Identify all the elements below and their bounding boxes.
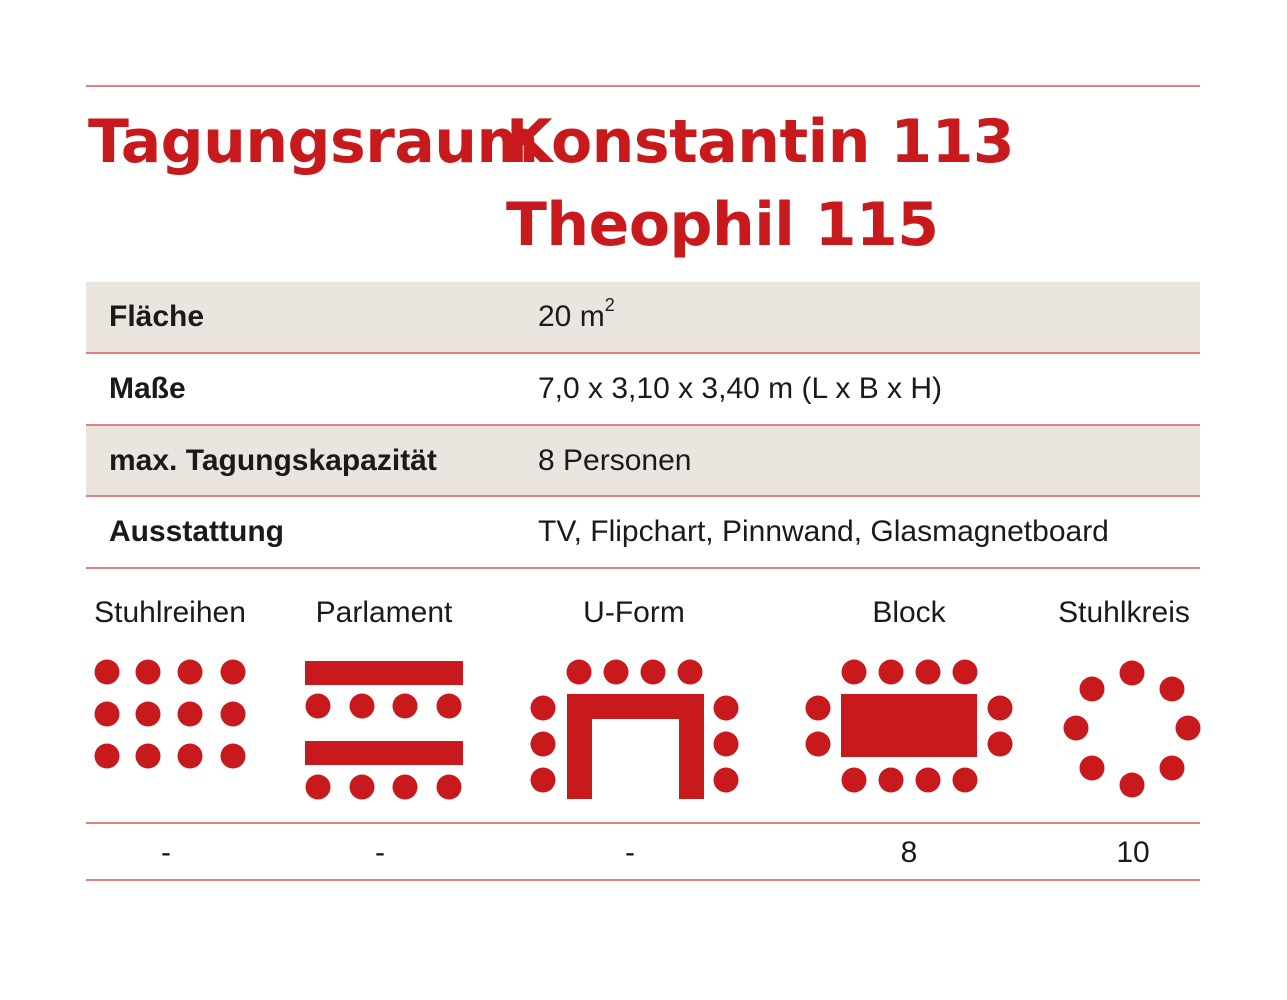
layout-label-block: Block [872, 596, 946, 629]
parliament-icon [305, 661, 463, 800]
chair-rows-icon [95, 660, 246, 769]
layout-label-u-form: U-Form [583, 596, 685, 629]
layout-label-stuhlkreis: Stuhlkreis [1058, 596, 1190, 629]
room-name-theophil: Theophil 115 [506, 190, 939, 260]
room-name-konstantin: Konstantin 113 [506, 107, 1015, 177]
detail-value: 20 $m^2$ [538, 295, 615, 333]
capacity-parlament: - [375, 836, 385, 869]
capacity-u-form: - [625, 836, 635, 869]
capacity-top-divider [86, 822, 1200, 824]
capacity-block: 8 [900, 836, 918, 869]
chair-circle-icon [1064, 661, 1201, 798]
capacity-stuhlreihen: - [161, 836, 171, 869]
detail-label: Fläche [109, 300, 205, 333]
title-prefix: Tagungsraum [88, 107, 539, 177]
detail-value: TV, Flipchart, Pinnwand, Glasmagnetboard [538, 515, 1109, 548]
detail-label: max. Tagungskapazität [109, 444, 437, 477]
detail-value: 8 Personen [538, 444, 692, 477]
capacity-bottom-divider [86, 879, 1200, 881]
detail-label: Maße [109, 372, 186, 405]
u-shape-icon [531, 660, 739, 800]
detail-value: 7,0 x 3,10 x 3,40 m (L x B x H) [538, 372, 943, 405]
layout-label-parlament: Parlament [315, 596, 453, 629]
detail-label: Ausstattung [109, 515, 284, 548]
capacity-stuhlkreis: 10 [1116, 836, 1150, 869]
layout-label-stuhlreihen: Stuhlreihen [94, 596, 246, 629]
block-table-icon [806, 660, 1013, 793]
